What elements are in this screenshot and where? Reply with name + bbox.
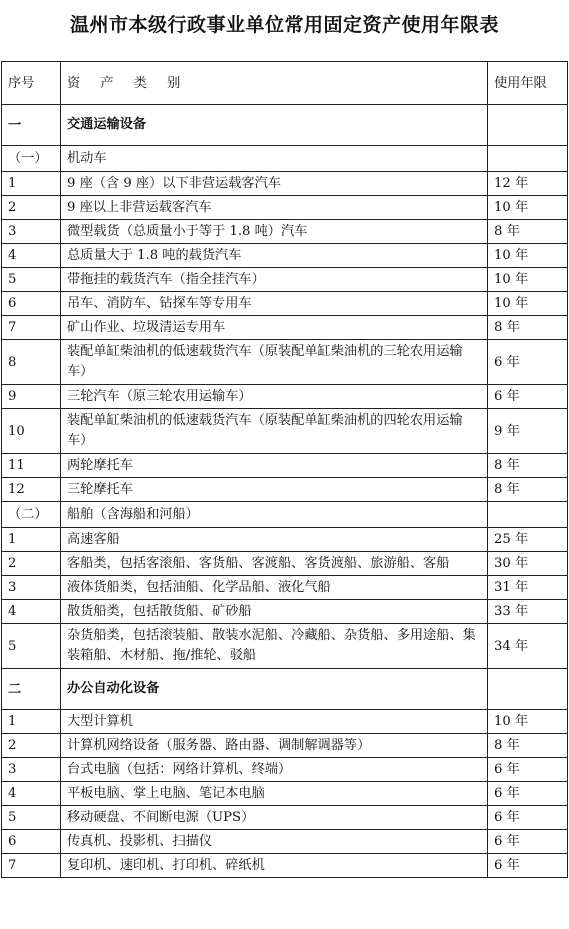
serial-number-cell: 2 [2,196,61,220]
asset-category-cell: 吊车、消防车、钻探车等专用车 [61,292,488,316]
table-row [2,478,568,502]
serial-number-cell: （一） [2,146,61,172]
serial-number-cell: 4 [2,600,61,624]
table-row [2,385,568,409]
asset-category-cell: 计算机网络设备（服务器、路由器、调制解调器等） [61,734,488,758]
serial-number-cell: 4 [2,782,61,806]
service-life-cell [488,502,568,528]
asset-category-cell: 复印机、速印机、打印机、碎纸机 [61,854,488,878]
header-serial-number: 序号 [2,62,61,105]
header-asset-category: 资 产 类 别 [61,62,488,105]
table-row [2,782,568,806]
service-life-cell: 8 年 [488,316,568,340]
service-life-cell: 10 年 [488,268,568,292]
asset-lifespan-table [1,61,568,878]
serial-number-cell: 一 [2,105,61,146]
asset-category-cell: 9 座以上非营运载客汽车 [61,196,488,220]
serial-number-cell: 8 [2,340,61,385]
service-life-cell: 8 年 [488,220,568,244]
serial-number-cell: （二） [2,502,61,528]
table-row [2,624,568,669]
serial-number-cell: 1 [2,528,61,552]
serial-number-cell: 6 [2,292,61,316]
asset-category-cell: 船舶（含海船和河船） [61,502,488,528]
service-life-cell: 12 年 [488,172,568,196]
service-life-cell: 25 年 [488,528,568,552]
service-life-cell: 34 年 [488,624,568,669]
asset-category-cell: 移动硬盘、不间断电源（UPS） [61,806,488,830]
service-life-cell: 33 年 [488,600,568,624]
table-row [2,734,568,758]
serial-number-cell: 5 [2,806,61,830]
section-row [2,669,568,710]
asset-category-cell: 微型载货（总质量小于等于 1.8 吨）汽车 [61,220,488,244]
asset-category-cell: 三轮摩托车 [61,478,488,502]
table-row [2,806,568,830]
service-life-cell: 10 年 [488,710,568,734]
service-life-cell [488,146,568,172]
asset-category-cell: 杂货船类，包括滚装船、散装水泥船、冷藏船、杂货船、多用途船、集装箱船、木材船、拖/推轮、驳船 [61,624,488,669]
table-header-row [2,62,568,105]
table-row [2,340,568,385]
serial-number-cell: 7 [2,316,61,340]
serial-number-cell: 5 [2,624,61,669]
asset-category-cell: 9 座（含 9 座）以下非营运载客汽车 [61,172,488,196]
asset-category-cell: 带拖挂的载货汽车（指全挂汽车） [61,268,488,292]
asset-category-cell: 总质量大于 1.8 吨的载货汽车 [61,244,488,268]
serial-number-cell: 3 [2,576,61,600]
section-row [2,105,568,146]
service-life-cell [488,105,568,146]
table-row [2,576,568,600]
asset-category-cell: 高速客船 [61,528,488,552]
service-life-cell: 9 年 [488,409,568,454]
table-row [2,600,568,624]
table-row [2,268,568,292]
asset-category-cell: 平板电脑、掌上电脑、笔记本电脑 [61,782,488,806]
table-row [2,316,568,340]
subsection-row [2,502,568,528]
asset-category-cell: 办公自动化设备 [61,669,488,710]
asset-category-cell: 两轮摩托车 [61,454,488,478]
service-life-cell: 6 年 [488,340,568,385]
service-life-cell: 6 年 [488,782,568,806]
serial-number-cell: 6 [2,830,61,854]
table-row [2,409,568,454]
page-title: 温州市本级行政事业单位常用固定资产使用年限表 [69,14,499,36]
service-life-cell: 6 年 [488,806,568,830]
asset-category-cell: 三轮汽车（原三轮农用运输车） [61,385,488,409]
asset-category-cell: 液体货船类，包括油船、化学品船、液化气船 [61,576,488,600]
service-life-cell: 8 年 [488,454,568,478]
serial-number-cell: 3 [2,758,61,782]
table-row [2,552,568,576]
service-life-cell: 10 年 [488,292,568,316]
table-row [2,172,568,196]
table-row [2,292,568,316]
asset-category-cell: 散货船类，包括散货船、矿砂船 [61,600,488,624]
serial-number-cell: 12 [2,478,61,502]
table-row [2,528,568,552]
serial-number-cell: 1 [2,172,61,196]
serial-number-cell: 二 [2,669,61,710]
table-row [2,830,568,854]
service-life-cell: 6 年 [488,830,568,854]
serial-number-cell: 11 [2,454,61,478]
header-service-life: 使用年限 [488,62,568,105]
table-row [2,454,568,478]
asset-category-cell: 客船类，包括客滚船、客货船、客渡船、客货渡船、旅游船、客船 [61,552,488,576]
table-row [2,854,568,878]
table-row [2,196,568,220]
asset-category-cell: 装配单缸柴油机的低速载货汽车（原装配单缸柴油机的三轮农用运输车） [61,340,488,385]
table-row [2,220,568,244]
asset-category-cell: 大型计算机 [61,710,488,734]
serial-number-cell: 7 [2,854,61,878]
table-row [2,758,568,782]
serial-number-cell: 2 [2,734,61,758]
asset-category-cell: 机动车 [61,146,488,172]
subsection-row [2,146,568,172]
serial-number-cell: 10 [2,409,61,454]
service-life-cell: 10 年 [488,244,568,268]
service-life-cell: 6 年 [488,758,568,782]
service-life-cell: 6 年 [488,854,568,878]
serial-number-cell: 1 [2,710,61,734]
service-life-cell [488,669,568,710]
serial-number-cell: 9 [2,385,61,409]
table-row [2,244,568,268]
service-life-cell: 8 年 [488,478,568,502]
service-life-cell: 10 年 [488,196,568,220]
service-life-cell: 30 年 [488,552,568,576]
serial-number-cell: 4 [2,244,61,268]
service-life-cell: 8 年 [488,734,568,758]
serial-number-cell: 5 [2,268,61,292]
table-body [2,105,568,878]
asset-category-cell: 交通运输设备 [61,105,488,146]
serial-number-cell: 3 [2,220,61,244]
serial-number-cell: 2 [2,552,61,576]
asset-category-cell: 矿山作业、垃圾清运专用车 [61,316,488,340]
asset-category-cell: 台式电脑（包括：网络计算机、终端） [61,758,488,782]
service-life-cell: 31 年 [488,576,568,600]
table-row [2,710,568,734]
asset-category-cell: 装配单缸柴油机的低速载货汽车（原装配单缸柴油机的四轮农用运输车） [61,409,488,454]
asset-category-cell: 传真机、投影机、扫描仪 [61,830,488,854]
service-life-cell: 6 年 [488,385,568,409]
